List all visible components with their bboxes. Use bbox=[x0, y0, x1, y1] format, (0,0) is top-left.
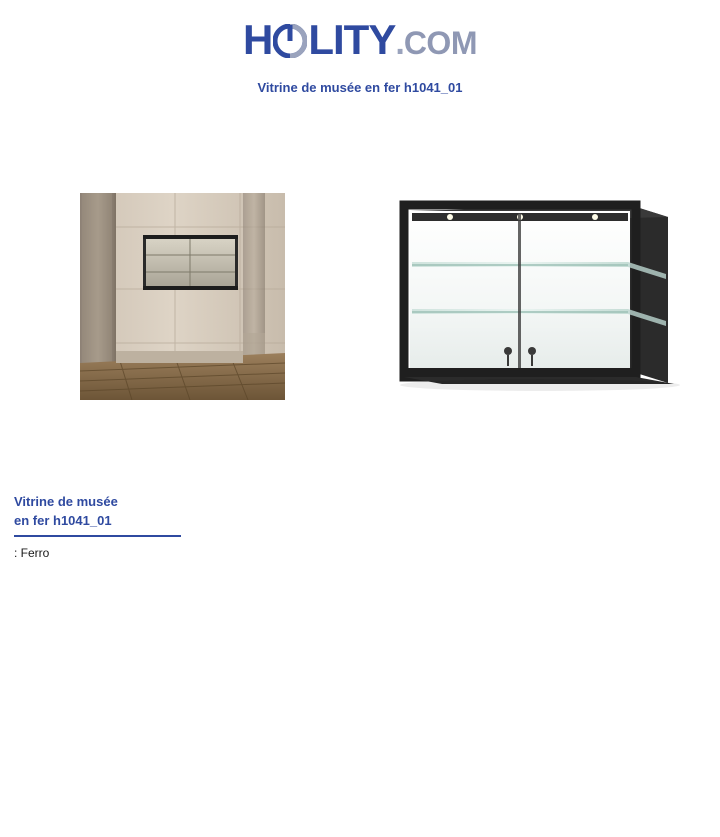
o-logo-icon bbox=[273, 24, 307, 58]
caption-material: : Ferro bbox=[14, 546, 50, 560]
caption-divider bbox=[14, 535, 181, 537]
logo-letter-h: H bbox=[243, 16, 273, 63]
room-photo bbox=[80, 193, 285, 400]
logo-dot: . bbox=[395, 24, 404, 62]
page-title: Vitrine de musée en fer h1041_01 bbox=[257, 80, 463, 95]
site-logo[interactable] bbox=[0, 18, 720, 65]
caption-title-line1: Vitrine de musée bbox=[14, 494, 118, 509]
caption-block bbox=[14, 492, 314, 560]
logo-text bbox=[243, 18, 477, 65]
product-photo bbox=[390, 185, 690, 400]
caption-title bbox=[14, 492, 184, 530]
logo-tld: COM bbox=[403, 25, 477, 61]
caption-title-line2: en fer h1041_01 bbox=[14, 513, 112, 528]
logo-text-lity: LITY bbox=[308, 16, 396, 63]
